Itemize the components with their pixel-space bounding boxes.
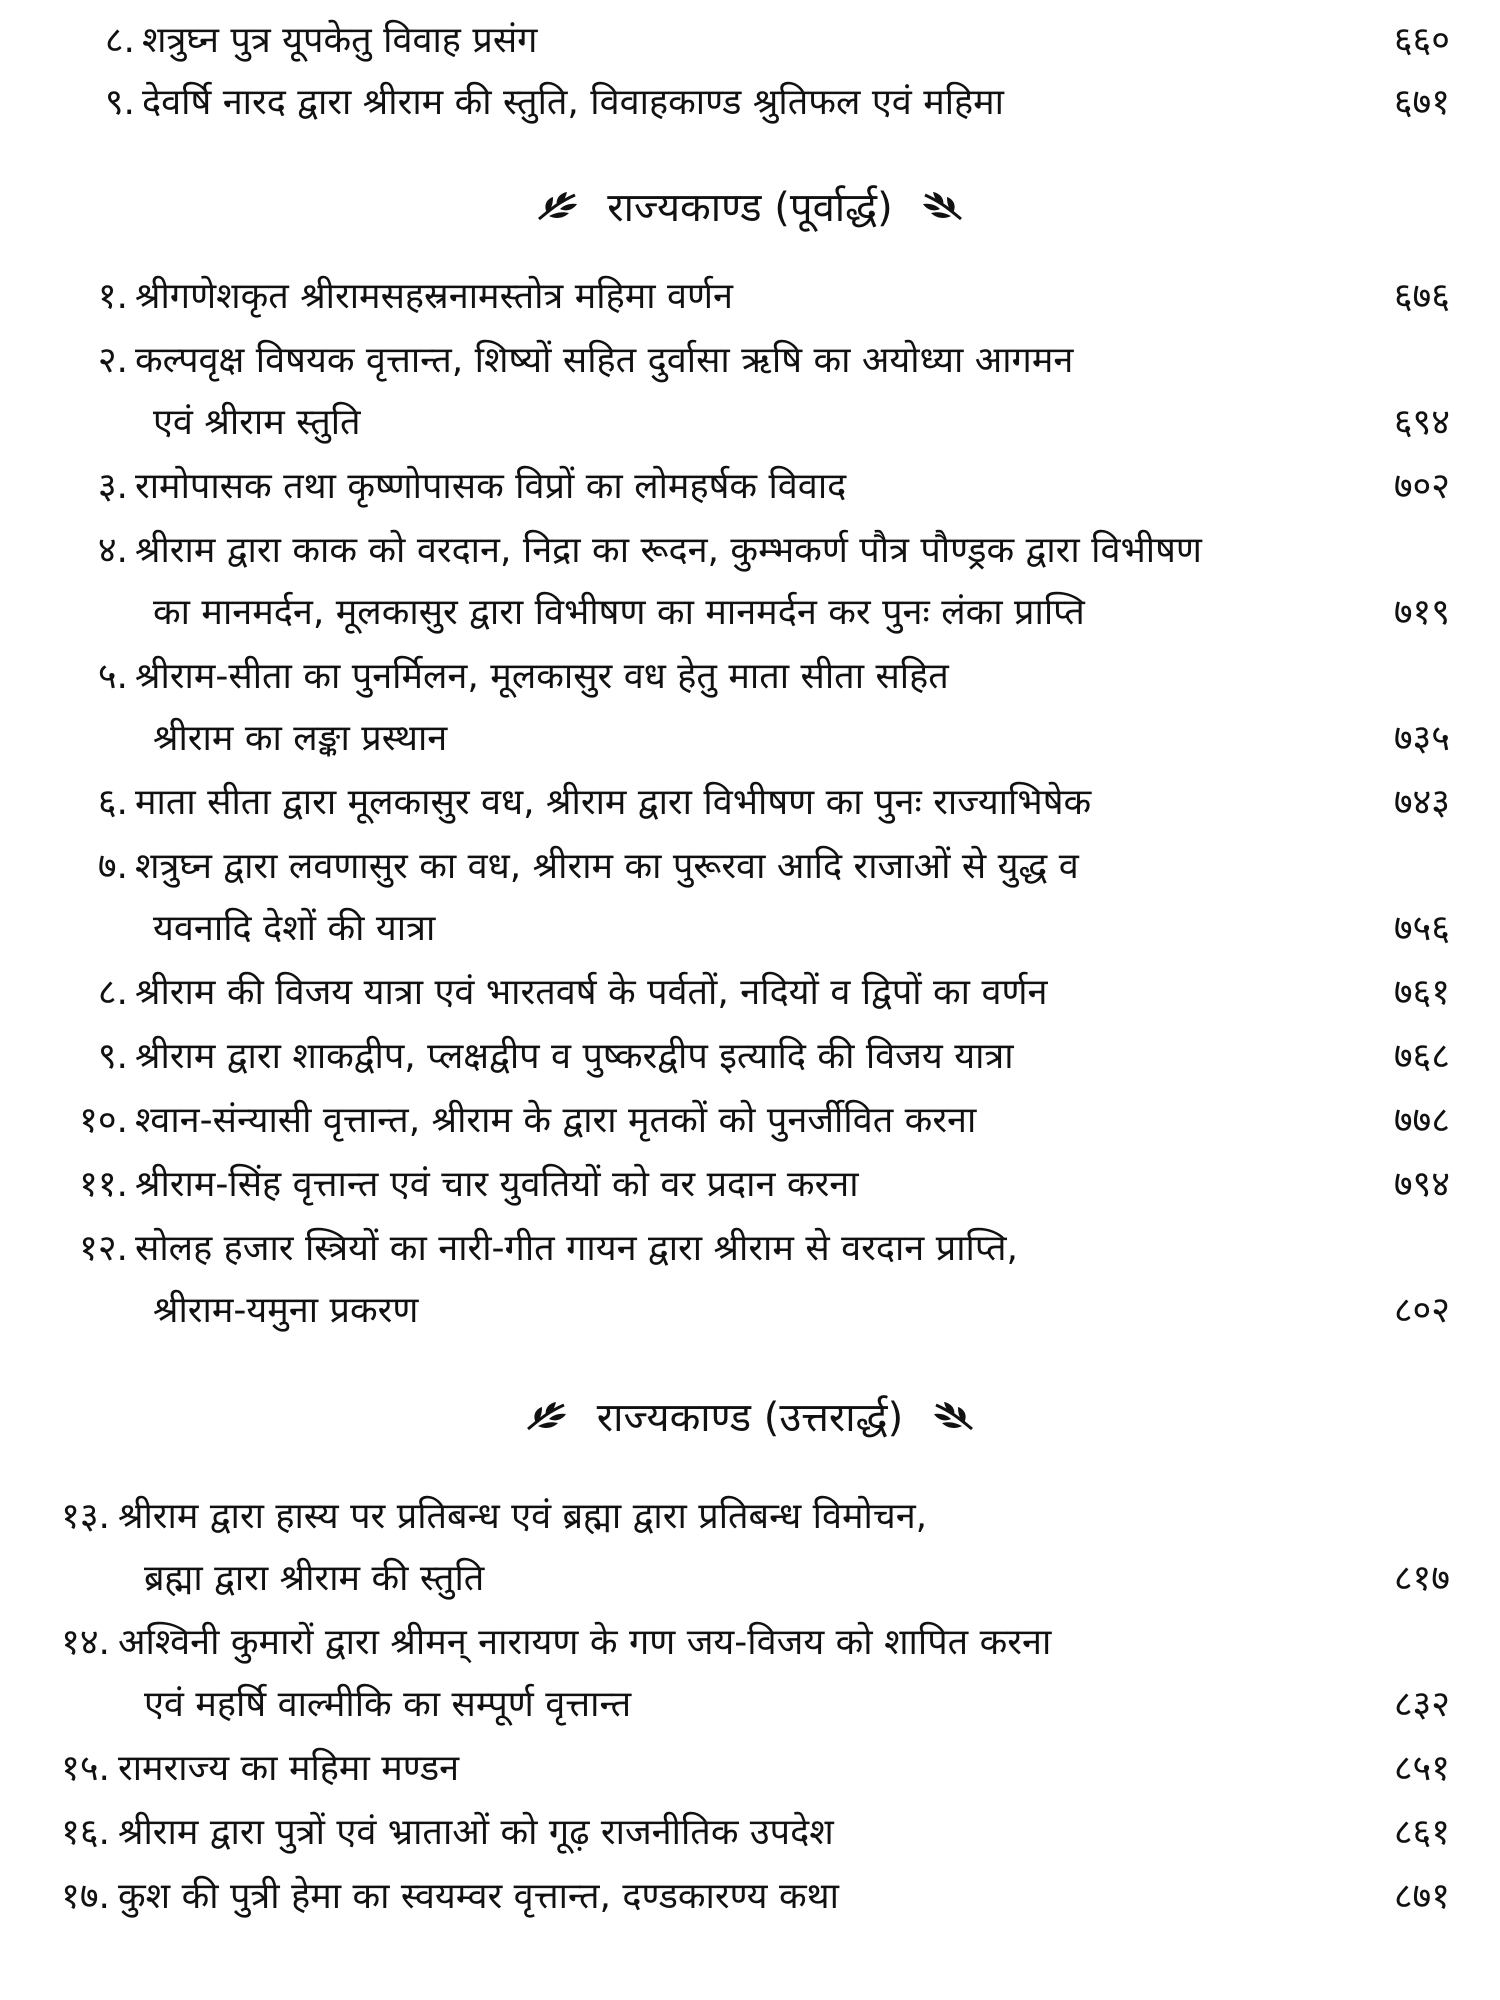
entry-number: ७. xyxy=(97,846,128,887)
entry-page-number: ८७१ xyxy=(1393,1876,1450,1917)
entry-title: श्रीगणेशकृत श्रीरामसहस्रनामस्तोत्र महिमा वर्णन xyxy=(135,276,734,317)
entry-number: ४. xyxy=(97,530,128,571)
entry-title: रामराज्य का महिमा मण्डन xyxy=(118,1748,460,1789)
entry-page-number: ६७१ xyxy=(1393,82,1450,123)
floral-ornament-left-icon xyxy=(535,189,581,225)
entry-number: १२. xyxy=(79,1228,128,1269)
entry-number: ८. xyxy=(104,20,135,61)
entry-title-continued: श्रीराम का लङ्का प्रस्थान xyxy=(153,718,448,759)
entry-number: ८. xyxy=(97,972,128,1013)
entry-title: श्रीराम-सिंह वृत्तान्त एवं चार युवतियों को वर प्रदान करना xyxy=(135,1164,859,1205)
entry-title-continued: ब्रह्मा द्वारा श्रीराम की स्तुति xyxy=(144,1558,485,1599)
entry-title-continued: एवं महर्षि वाल्मीकि का सम्पूर्ण वृत्तान्त xyxy=(144,1684,632,1725)
entry-page-number: ६९४ xyxy=(1393,402,1450,443)
entry-page-number: ७१९ xyxy=(1393,592,1450,633)
entry-title: कल्पवृक्ष विषयक वृत्तान्त, शिष्यों सहित दुर्वासा ऋषि का अयोध्या आगमन xyxy=(135,340,1074,381)
entry-number: ५. xyxy=(97,656,128,697)
entry-title: अश्विनी कुमारों द्वारा श्रीमन् नारायण के गण जय-विजय को शापित करना xyxy=(118,1622,1052,1663)
entry-page-number: ६७६ xyxy=(1393,276,1450,317)
entry-title: देवर्षि नारद द्वारा श्रीराम की स्तुति, विवाहकाण्ड श्रुतिफल एवं महिमा xyxy=(142,82,1005,123)
entry-number: २. xyxy=(97,340,128,381)
entry-title: श्रीराम द्वारा काक को वरदान, निद्रा का रूदन, कुम्भकर्ण पौत्र पौण्ड्रक द्वारा विभीषण xyxy=(135,530,1202,571)
entry-title: श्रीराम द्वारा शाकद्वीप, प्लक्षद्वीप व पुष्करद्वीप इत्यादि की विजय यात्रा xyxy=(135,1036,1014,1077)
entry-number: ११. xyxy=(79,1164,128,1205)
entry-number: १४. xyxy=(61,1622,110,1663)
entry-page-number: ८३२ xyxy=(1393,1684,1450,1725)
section-title: राज्यकाण्ड (उत्तरार्द्ध) xyxy=(596,1395,904,1441)
entry-number: ३. xyxy=(97,466,128,507)
entry-title: शत्रुघ्न द्वारा लवणासुर का वध, श्रीराम का पुरूरवा आदि राजाओं से युद्ध व xyxy=(135,846,1079,887)
entry-title: श्रीराम की विजय यात्रा एवं भारतवर्ष के पर्वतों, नदियों व द्विपों का वर्णन xyxy=(135,972,1048,1013)
floral-ornament-right-icon xyxy=(919,189,965,225)
entry-page-number: ६६० xyxy=(1393,20,1450,61)
entry-number: १५. xyxy=(61,1748,110,1789)
entry-title: माता सीता द्वारा मूलकासुर वध, श्रीराम द्वारा विभीषण का पुनः राज्याभिषेक xyxy=(135,782,1092,823)
entry-page-number: ७७८ xyxy=(1393,1100,1450,1141)
entry-number: ६. xyxy=(97,782,128,823)
section-heading xyxy=(0,180,1500,236)
section-title: राज्यकाण्ड (पूर्वार्द्ध) xyxy=(607,185,893,231)
entry-number: १७. xyxy=(61,1876,110,1917)
entry-page-number: ७०२ xyxy=(1393,466,1450,507)
entry-page-number: ७४३ xyxy=(1393,782,1450,823)
entry-title: शत्रुघ्न पुत्र यूपकेतु विवाह प्रसंग xyxy=(142,20,538,61)
entry-title-continued: एवं श्रीराम स्तुति xyxy=(153,402,361,443)
entry-number: १०. xyxy=(79,1100,128,1141)
entry-page-number: ८६१ xyxy=(1393,1812,1450,1853)
entry-number: ९. xyxy=(104,82,135,123)
floral-ornament-right-icon xyxy=(930,1399,976,1435)
entry-title-continued: श्रीराम-यमुना प्रकरण xyxy=(153,1290,419,1331)
entry-number: १३. xyxy=(61,1496,110,1537)
entry-title: कुश की पुत्री हेमा का स्वयम्वर वृत्तान्त, दण्डकारण्य कथा xyxy=(118,1876,839,1917)
entry-title: श्रीराम द्वारा हास्य पर प्रतिबन्ध एवं ब्रह्मा द्वारा प्रतिबन्ध विमोचन, xyxy=(118,1496,928,1537)
entry-title: सोलह हजार स्त्रियों का नारी-गीत गायन द्वारा श्रीराम से वरदान प्राप्ति, xyxy=(135,1228,1018,1269)
entry-page-number: ७६१ xyxy=(1393,972,1450,1013)
entry-page-number: ७५६ xyxy=(1393,908,1450,949)
entry-title-continued: यवनादि देशों की यात्रा xyxy=(153,908,436,949)
floral-ornament-left-icon xyxy=(524,1399,570,1435)
entry-page-number: ८५१ xyxy=(1393,1748,1450,1789)
entry-number: ९. xyxy=(97,1036,128,1077)
entry-page-number: ८१७ xyxy=(1393,1558,1450,1599)
entry-page-number: ७३५ xyxy=(1393,718,1450,759)
entry-page-number: ७६८ xyxy=(1393,1036,1450,1077)
entry-page-number: ८०२ xyxy=(1393,1290,1450,1331)
entry-page-number: ७९४ xyxy=(1393,1164,1450,1205)
entry-title: रामोपासक तथा कृष्णोपासक विप्रों का लोमहर्षक विवाद xyxy=(135,466,847,507)
entry-title-continued: का मानमर्दन, मूलकासुर द्वारा विभीषण का मानमर्दन कर पुनः लंका प्राप्ति xyxy=(153,592,1085,633)
entry-title: श्रीराम-सीता का पुनर्मिलन, मूलकासुर वध हेतु माता सीता सहित xyxy=(135,656,949,697)
entry-title: श्रीराम द्वारा पुत्रों एवं भ्राताओं को गूढ़ राजनीतिक उपदेश xyxy=(118,1812,834,1853)
entry-number: १६. xyxy=(61,1812,110,1853)
entry-title: श्वान-संन्यासी वृत्तान्त, श्रीराम के द्वारा मृतकों को पुनर्जीवित करना xyxy=(135,1100,977,1141)
entry-number: १. xyxy=(97,276,128,317)
section-heading xyxy=(0,1390,1500,1446)
